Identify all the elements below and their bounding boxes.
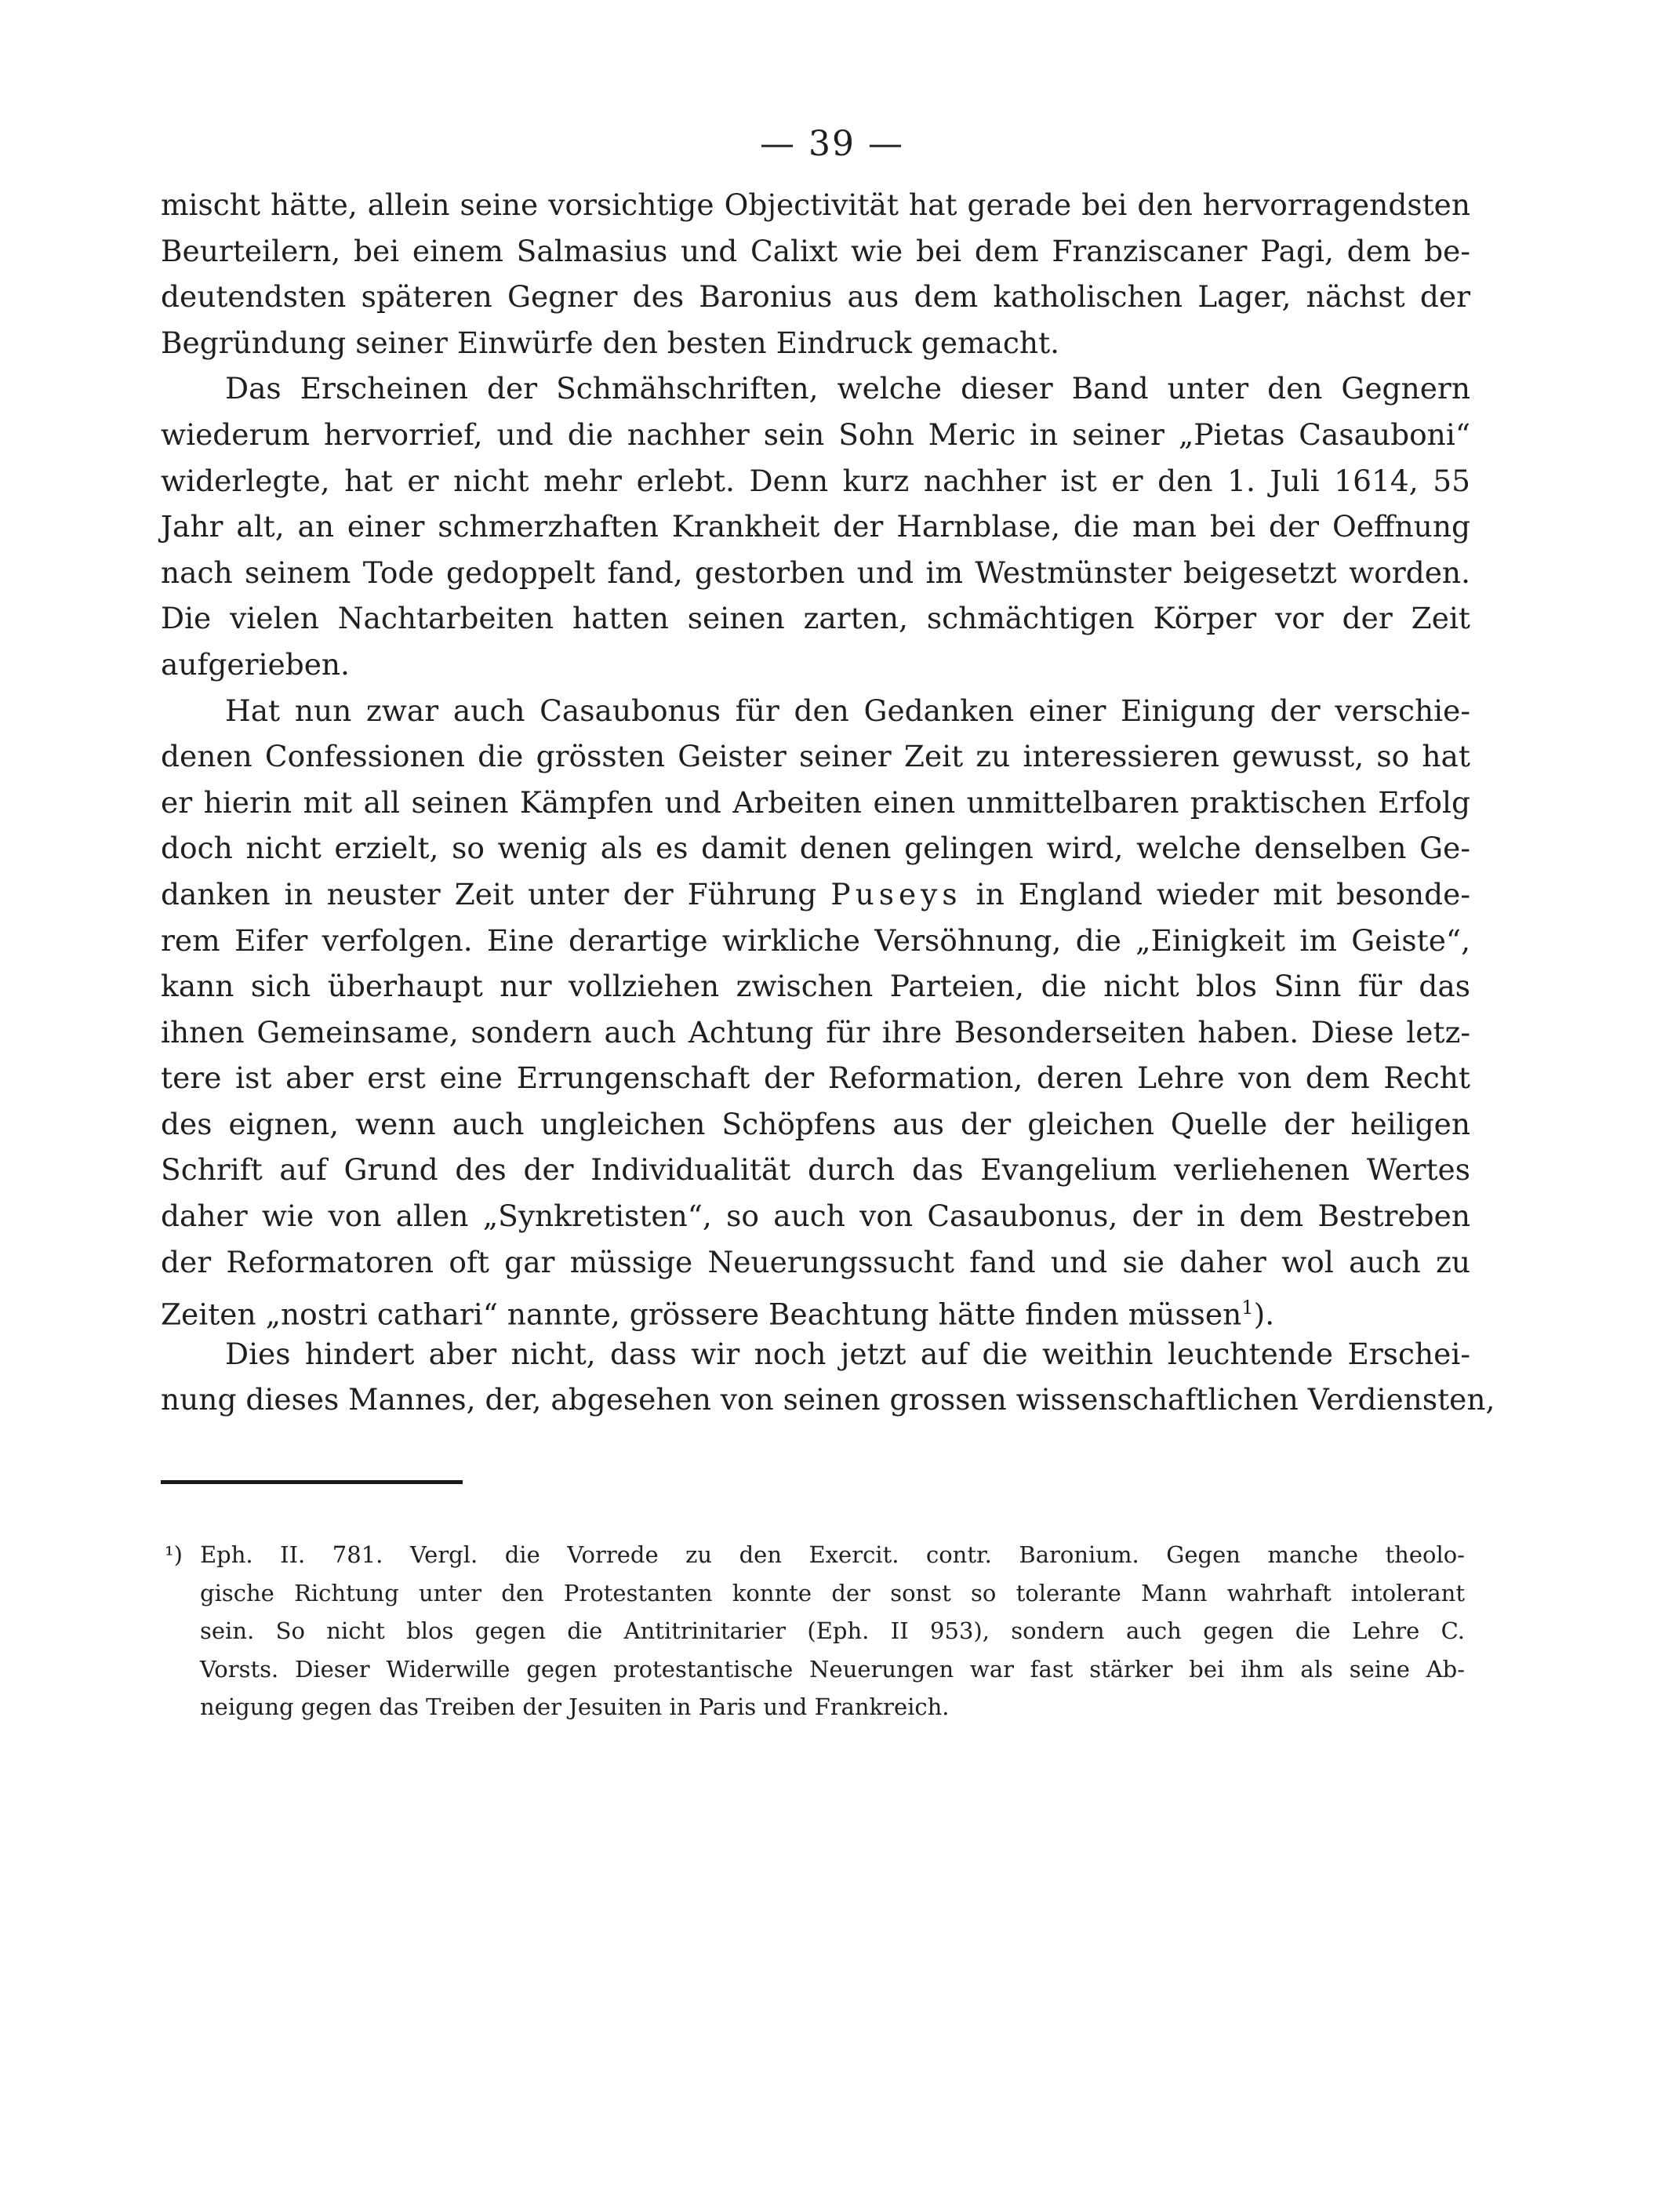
footnote-line: gische Richtung unter den Protestanten konnte der sonst so tolerante Mann wahrhaft intolerant bbox=[200, 1579, 1465, 1606]
text-line: widerlegte, hat er nicht mehr erlebt. Denn kurz nachher ist er den 1. Juli 1614, 55 bbox=[161, 463, 1470, 498]
text-line: deutendsten späteren Gegner des Baronius aus dem katholischen Lager, nächst der bbox=[161, 279, 1470, 315]
footnote-marker: ¹) bbox=[165, 1541, 183, 1568]
text-line: mischt hätte, allein seine vorsichtige Objectivität hat gerade bei den hervorragendsten bbox=[161, 187, 1470, 222]
footnote-separator bbox=[161, 1480, 463, 1484]
text-line: tere ist aber erst eine Errungenschaft der Reformation, deren Lehre von dem Recht bbox=[161, 1061, 1470, 1096]
footnote-line: sein. So nicht blos gegen die Antitrinitarier (Eph. II 953), sondern auch gegen die Lehre C. bbox=[200, 1617, 1465, 1644]
text-line: daher wie von allen „Synkretisten“, so auch von Casaubonus, der in dem Bestreben bbox=[161, 1199, 1470, 1234]
text-line: nach seinem Tode gedoppelt fand, gestorben und im Westmünster beigesetzt worden. bbox=[161, 555, 1470, 590]
text-segment: danken in neuster Zeit unter der Führung bbox=[161, 876, 831, 911]
text-line: Schrift auf Grund des der Individualität durch das Evangelium verliehenen Wertes bbox=[161, 1152, 1470, 1188]
footnote-line: neigung gegen das Treiben der Jesuiten in Paris und Frankreich. bbox=[200, 1694, 950, 1720]
text-line: Begründung seiner Einwürfe den besten Eindruck gemacht. bbox=[161, 325, 1060, 360]
text-line: Dies hindert aber nicht, dass wir noch jetzt auf die weithin leuchtende Erschei- bbox=[225, 1336, 1470, 1371]
text-line: wiederum hervorrief, und die nachher sein Sohn Meric in seiner „Pietas Casauboni“ bbox=[161, 417, 1470, 452]
text-line: aufgerieben. bbox=[161, 646, 350, 682]
text-segment: in England wieder mit besonde- bbox=[961, 876, 1470, 911]
spaced-name: Puseys bbox=[830, 876, 962, 911]
text-line: nung dieses Mannes, der, abgesehen von seinen grossen wissenschaftlichen Verdiensten, bbox=[161, 1382, 1495, 1417]
text-line: Hat nun zwar auch Casaubonus für den Gedanken einer Einigung der verschie- bbox=[225, 693, 1470, 728]
text-line: des eignen, wenn auch ungleichen Schöpfens aus der gleichen Quelle der heiligen bbox=[161, 1106, 1470, 1141]
page-number: — 39 — bbox=[760, 124, 904, 164]
text-line: er hierin mit all seinen Kämpfen und Arbeiten einen unmittelbaren praktischen Erfolg bbox=[161, 784, 1470, 820]
text-line: Das Erscheinen der Schmähschriften, welche dieser Band unter den Gegnern bbox=[225, 371, 1470, 406]
text-line bbox=[161, 1285, 1470, 1331]
footnote-reference[interactable]: 1 bbox=[1241, 1297, 1254, 1319]
body-text bbox=[161, 182, 1495, 1423]
text-line: doch nicht erzielt, so wenig als es damit denen gelingen wird, welche denselben Ge- bbox=[161, 831, 1470, 866]
footnote bbox=[165, 1536, 1465, 1726]
text-line: Jahr alt, an einer schmerzhaften Krankheit der Harnblase, die man bei der Oeffnung bbox=[161, 509, 1470, 544]
text-segment: ). bbox=[1253, 1297, 1275, 1332]
text-line: Die vielen Nachtarbeiten hatten seinen zarten, schmächtigen Körper vor der Zeit bbox=[161, 601, 1470, 636]
text-segment: Zeiten „nostri cathari“ nannte, grössere Beachtung hätte finden müssen bbox=[161, 1297, 1242, 1332]
text-line: Beurteilern, bei einem Salmasius und Calixt wie bei dem Franziscaner Pagi, dem be- bbox=[161, 233, 1470, 268]
text-line: ihnen Gemeinsame, sondern auch Achtung für ihre Besonderseiten haben. Diese letz- bbox=[161, 1014, 1470, 1050]
text-line bbox=[161, 871, 1470, 918]
text-line: der Reformatoren oft gar müssige Neuerungssucht fand und sie daher wol auch zu bbox=[161, 1244, 1470, 1279]
text-line: denen Confessionen die grössten Geister seiner Zeit zu interessieren gewusst, so hat bbox=[161, 739, 1470, 774]
footnote-text: Eph. II. 781. Vergl. die Vorrede zu den Exercit. contr. Baronium. Gegen manche theolo- bbox=[200, 1541, 1465, 1568]
footnote-line: Vorsts. Dieser Widerwille gegen protestantische Neuerungen war fast stärker bei ihm als seine Ab- bbox=[200, 1655, 1465, 1683]
text-line: rem Eifer verfolgen. Eine derartige wirkliche Versöhnung, die „Einigkeit im Geiste“, bbox=[161, 922, 1470, 958]
footnote-line bbox=[165, 1536, 1465, 1574]
text-line: kann sich überhaupt nur vollziehen zwischen Parteien, die nicht blos Sinn für das bbox=[161, 969, 1470, 1004]
